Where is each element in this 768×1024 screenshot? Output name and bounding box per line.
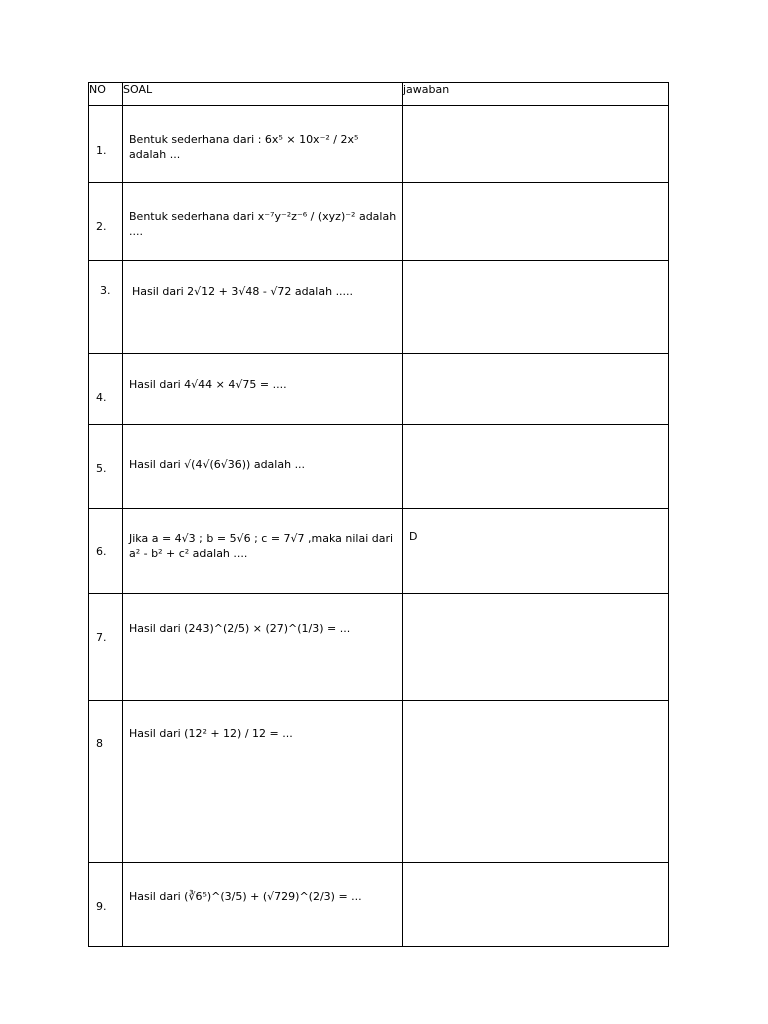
table-row [89, 261, 669, 354]
question-text: Hasil dari (∛6⁵)^(3/5) + (√729)^(2/3) = ... [129, 890, 362, 903]
question-cell [123, 261, 403, 354]
answer-cell[interactable] [403, 183, 669, 261]
question-cell [123, 863, 403, 947]
question-cell [123, 594, 403, 701]
question-cell [123, 509, 403, 594]
answer-cell[interactable] [403, 863, 669, 947]
row-number-cell [89, 425, 123, 509]
header-no: NO [89, 83, 123, 106]
row-number: 7. [96, 631, 107, 644]
table-row [89, 863, 669, 947]
row-number-cell [89, 106, 123, 183]
header-jawaban: jawaban [403, 83, 669, 106]
row-number-cell [89, 863, 123, 947]
row-number-cell [89, 261, 123, 354]
question-text: Bentuk sederhana dari : 6x⁵ × 10x⁻² / 2x⁵ adalah ... [129, 133, 359, 161]
row-number-cell [89, 183, 123, 261]
row-number-cell [89, 509, 123, 594]
answer-cell[interactable] [403, 106, 669, 183]
question-cell [123, 183, 403, 261]
table-row [89, 701, 669, 863]
answer-cell[interactable] [403, 701, 669, 863]
row-number: 4. [96, 391, 107, 404]
header-soal: SOAL [123, 83, 403, 106]
row-number: 8 [96, 737, 103, 750]
table-row [89, 594, 669, 701]
question-text: Hasil dari (243)^(2/5) × (27)^(1/3) = ... [129, 622, 351, 635]
question-cell [123, 425, 403, 509]
table-row [89, 183, 669, 261]
row-number: 1. [96, 144, 107, 157]
table-row [89, 509, 669, 594]
row-number: 5. [96, 462, 107, 475]
table-row [89, 106, 669, 183]
row-number: 6. [96, 545, 107, 558]
row-number: 3. [100, 284, 111, 297]
answer-cell[interactable] [403, 509, 669, 594]
question-text: Bentuk sederhana dari x⁻⁷y⁻²z⁻⁶ / (xyz)⁻² adalah .... [129, 210, 397, 238]
table-header-row [89, 83, 669, 106]
row-number: 9. [96, 900, 107, 913]
question-cell [123, 701, 403, 863]
question-text: Jika a = 4√3 ; b = 5√6 ; c = 7√7 ,maka nilai dari a² - b² + c² adalah .... [129, 532, 394, 560]
question-cell [123, 106, 403, 183]
row-number: 2. [96, 220, 107, 233]
question-text: Hasil dari (12² + 12) / 12 = ... [129, 727, 293, 740]
answer-cell[interactable] [403, 594, 669, 701]
question-text: Hasil dari 4√44 × 4√75 = .... [129, 378, 287, 391]
question-cell [123, 354, 403, 425]
row-number-cell [89, 594, 123, 701]
table-row [89, 354, 669, 425]
answer-cell[interactable] [403, 425, 669, 509]
table-row [89, 425, 669, 509]
question-text: Hasil dari 2√12 + 3√48 - √72 adalah ..... [132, 285, 354, 298]
question-text: Hasil dari √(4√(6√36)) adalah ... [129, 458, 306, 471]
answer-cell[interactable] [403, 354, 669, 425]
row-number-cell [89, 354, 123, 425]
question-table [88, 82, 669, 947]
answer-cell[interactable] [403, 261, 669, 354]
answer-text: D [409, 530, 418, 543]
row-number-cell [89, 701, 123, 863]
